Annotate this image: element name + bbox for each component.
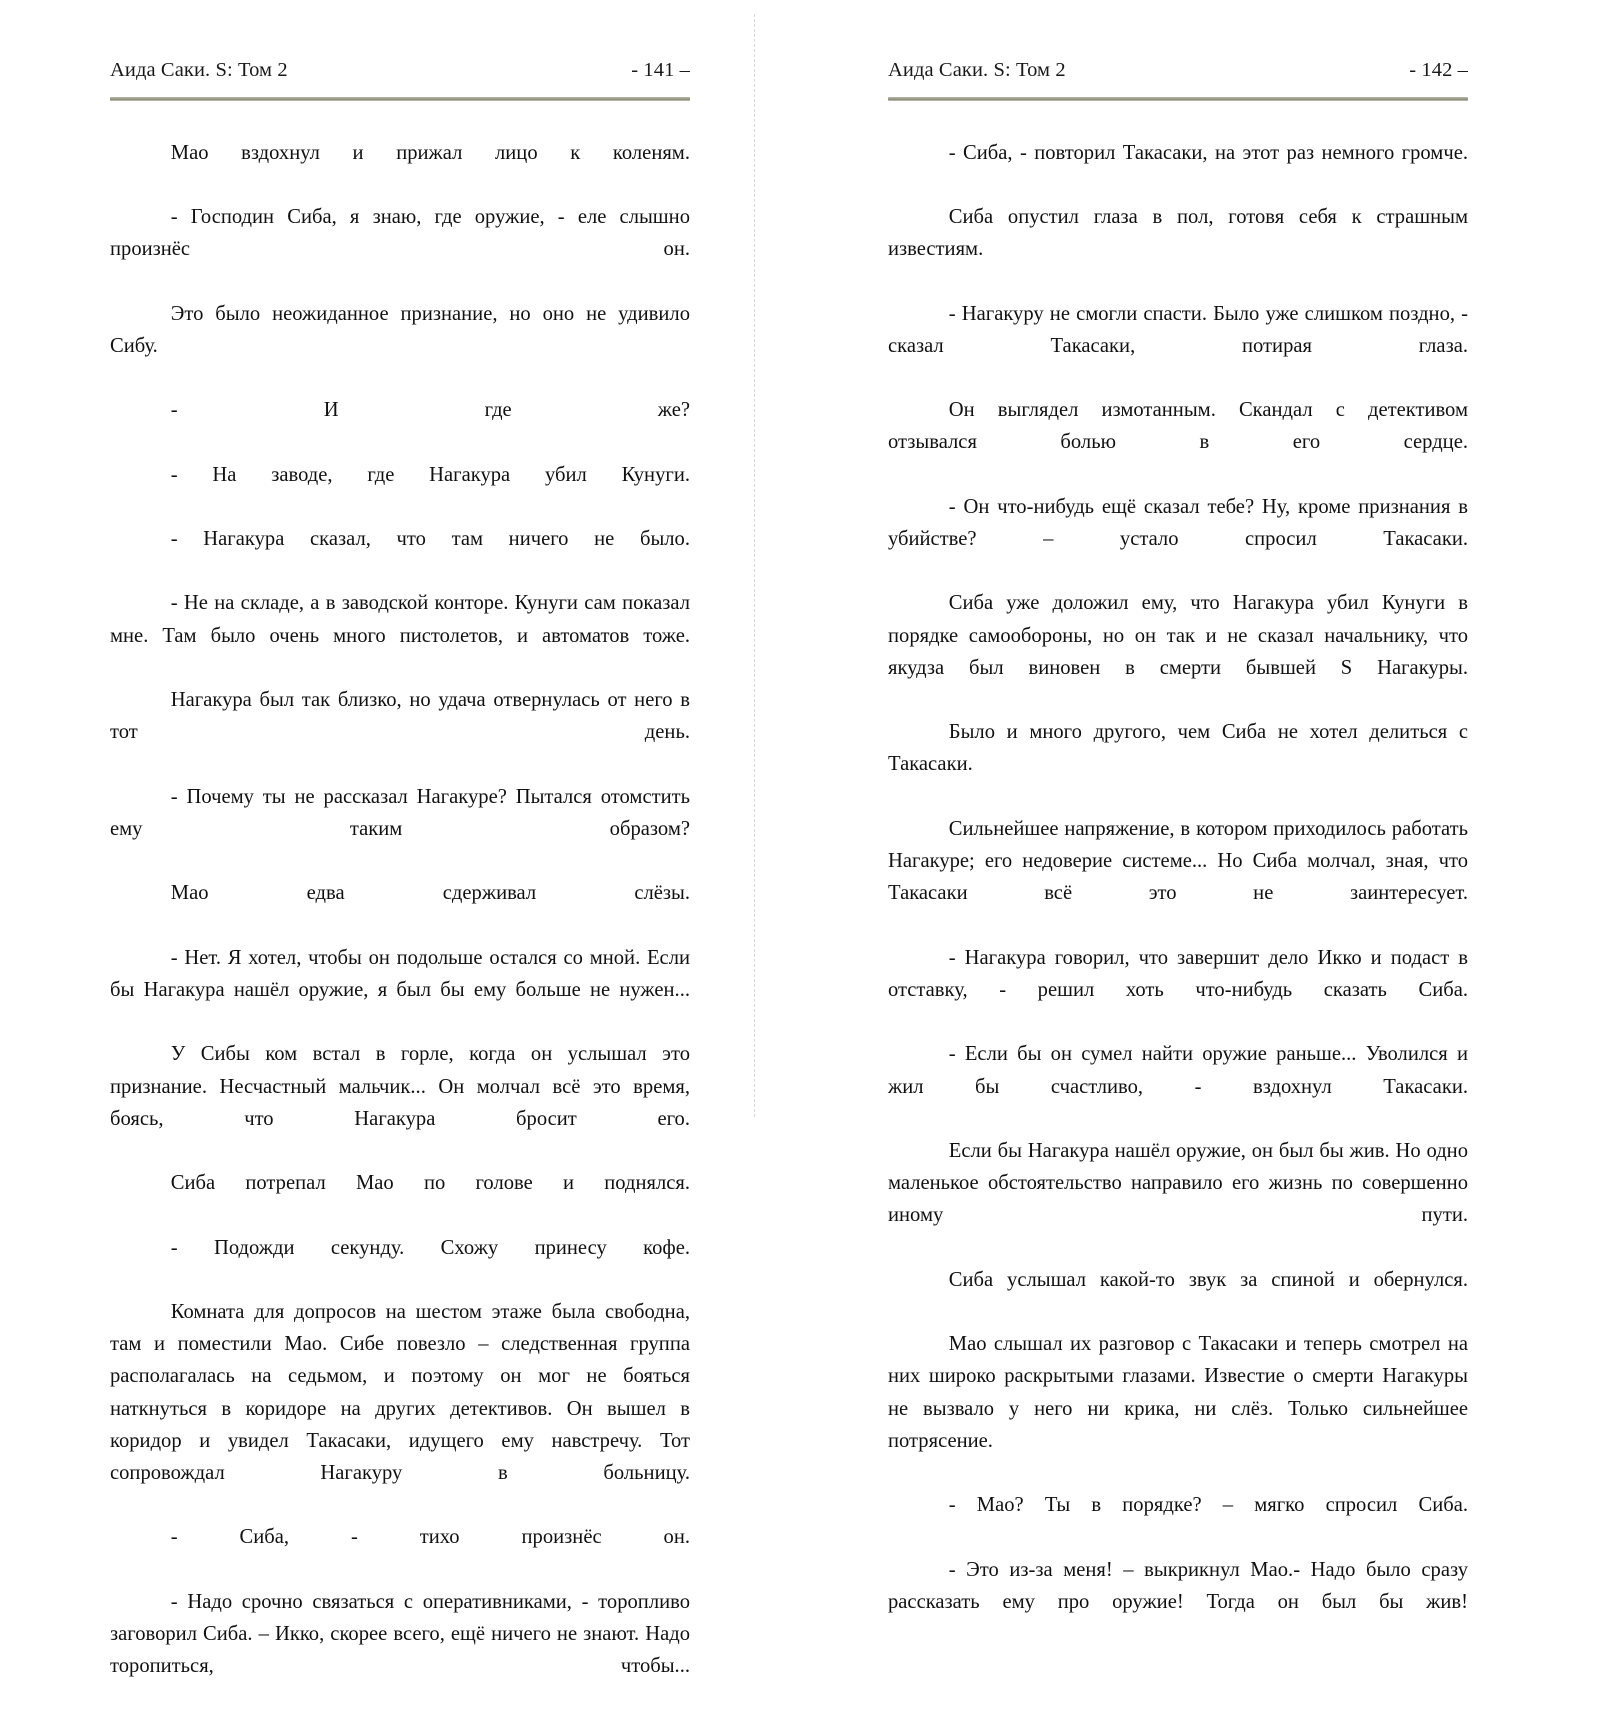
paragraph: - Господин Сиба, я знаю, где оружие, - еле слышно произнёс он.: [110, 206, 690, 261]
paragraph: - Если бы он сумел найти оружие раньше... Уволился и жил бы счастливо, - вздохнул Такасаки.: [888, 1043, 1468, 1098]
paragraph: Было и много другого, чем Сиба не хотел делиться с Такасаки.: [888, 721, 1468, 776]
body-text-right: [888, 137, 1468, 1651]
paragraph: Мао вздохнул и прижал лицо к коленям.: [170, 141, 690, 164]
paragraph: Мао едва сдерживал слёзы.: [170, 882, 690, 905]
paragraph: Если бы Нагакура нашёл оружие, он был бы жив. Но одно маленькое обстоятельство направило его жизнь по совершенно иному пути.: [888, 1139, 1468, 1227]
page-right: [755, 0, 1600, 1613]
header-rule: [110, 97, 690, 101]
paragraph: Мао слышал их разговор с Такасаки и теперь смотрел на них широко раскрытыми глазами. Известие о смерти Нагакуры не вызвало у него ни крика, ни слёз. Только сильнейшее потрясение.: [888, 1333, 1468, 1452]
page-right-content: [888, 58, 1468, 1650]
running-header-left: [110, 58, 690, 84]
paragraph: - Нет. Я хотел, чтобы он подольше остался со мной. Если бы Нагакура нашёл оружие, я был бы ему больше не нужен...: [110, 946, 690, 1001]
running-header-right: [888, 58, 1468, 84]
page-left-content: [110, 58, 690, 1715]
paragraph: - Нагакуру не смогли спасти. Было уже слишком поздно, - сказал Такасаки, потирая глаза.: [888, 302, 1468, 357]
paragraph: - И где же?: [170, 399, 690, 422]
paragraph: Нагакура был так близко, но удача отвернулась от него в тот день.: [110, 689, 690, 744]
paragraph: - Подожди секунду. Схожу принесу кофе.: [170, 1236, 690, 1259]
paragraph: Комната для допросов на шестом этаже была свободна, там и поместили Мао. Сибе повезло – следственная группа располагалась на седьмом, и поэтому он мог не бояться наткнуться в коридоре на других детективов. Он вышел в коридор и увидел Такасаки, идущего ему навстречу. Тот сопровождал Нагакуру в больницу.: [110, 1300, 690, 1484]
paragraph: Сиба уже доложил ему, что Нагакура убил Кунуги в порядке самообороны, но он так и не сказал начальнику, что якудза был виновен в смерти бывшей S Нагакуры.: [888, 592, 1468, 679]
paragraph: - Нагакура сказал, что там ничего не было.: [170, 528, 690, 551]
paragraph: Сиба услышал какой-то звук за спиной и обернулся.: [948, 1268, 1468, 1291]
paragraph: - Надо срочно связаться с оперативниками, - торопливо заговорил Сиба. – Икко, скорее всего, ещё ничего не знают. Надо торопиться, чтобы...: [110, 1590, 690, 1678]
paragraph: Он выглядел измотанным. Скандал с детективом отзывался болью в его сердце.: [888, 399, 1468, 454]
paragraph: Сильнейшее напряжение, в котором приходилось работать Нагакуре; его недоверие системе... Но Сиба молчал, зная, что Такасаки всё это не заинтересует.: [888, 817, 1468, 905]
paragraph: Сиба потрепал Мао по голове и поднялся.: [170, 1172, 690, 1195]
paragraph: - Это из-за меня! – выкрикнул Мао.- Надо было сразу рассказать ему про оружие! Тогда он был бы жив!: [888, 1558, 1468, 1613]
page-left: [0, 0, 755, 1678]
paragraph: Сиба опустил глаза в пол, готовя себя к страшным известиям.: [888, 206, 1468, 261]
paragraph: Это было неожиданное признание, но оно не удивило Сибу.: [110, 302, 690, 357]
paragraph: - Он что-нибудь ещё сказал тебе? Ну, кроме признания в убийстве? – устало спросил Такасаки.: [888, 495, 1468, 551]
paragraph: - Сиба, - тихо произнёс он.: [170, 1526, 690, 1549]
page-number: - 141 –: [631, 59, 690, 81]
paragraph: - Сиба, - повторил Такасаки, на этот раз немного громче.: [948, 141, 1468, 164]
header-book-title: Аида Саки. S: Том 2: [110, 59, 288, 81]
paragraph: - Нагакура говорил, что завершит дело Икко и подаст в отставку, - решил хоть что-нибудь сказать Сиба.: [888, 946, 1468, 1001]
page-number: - 142 –: [1409, 59, 1468, 81]
paragraph: - Почему ты не рассказал Нагакуре? Пытался отомстить ему таким образом?: [110, 785, 690, 840]
paragraph: - Не на складе, а в заводской конторе. Кунуги сам показал мне. Там было очень много пистолетов, и автоматов тоже.: [110, 592, 690, 647]
paragraph: У Сибы ком встал в горле, когда он услышал это признание. Несчастный мальчик... Он молчал всё это время, боясь, что Нагакура бросит его.: [110, 1043, 690, 1130]
paragraph: - На заводе, где Нагакура убил Кунуги.: [170, 463, 690, 486]
header-rule: [888, 97, 1468, 101]
body-text-left: [110, 137, 690, 1715]
header-book-title: Аида Саки. S: Том 2: [888, 59, 1066, 81]
paragraph: - Мао? Ты в порядке? – мягко спросил Сиба.: [948, 1494, 1468, 1517]
